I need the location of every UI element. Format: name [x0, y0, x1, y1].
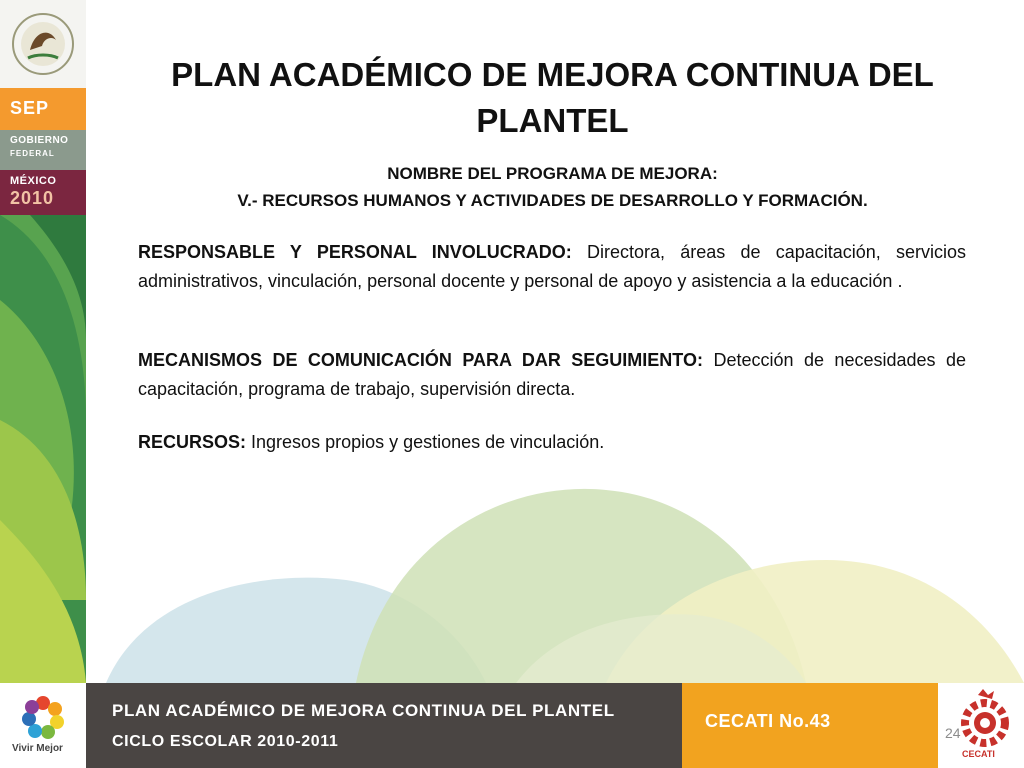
- mexico-seal-icon: [0, 0, 86, 88]
- mexico-label: MÉXICO: [10, 175, 57, 187]
- responsable-label: RESPONSABLE Y PERSONAL INVOLUCRADO:: [138, 242, 572, 262]
- program-subtitle: [140, 160, 965, 214]
- mecanismos-text: Detección de necesidades de capacitación, programa de trabajo, supervisión directa.: [138, 350, 966, 399]
- responsable-text: Directora, áreas de capacitación, servicios administrativos, vinculación, personal docente y personal de apoyo y asistencia a la educación .: [138, 242, 967, 291]
- cecati-logo-label: CECATI: [962, 749, 995, 759]
- page-number: 24: [945, 725, 961, 741]
- footer-school-cycle: CICLO ESCOLAR 2010-2011: [112, 733, 339, 750]
- responsable-paragraph: [138, 238, 966, 296]
- recursos-paragraph: [138, 428, 966, 457]
- sep-label: SEP: [10, 98, 50, 118]
- mecanismos-label: MECANISMOS DE COMUNICACIÓN PARA DAR SEGUIMIENTO:: [138, 350, 703, 370]
- subtitle-line-2: V.- RECURSOS HUMANOS Y ACTIVIDADES DE DESARROLLO Y FORMACIÓN.: [237, 191, 868, 210]
- mecanismos-paragraph: [138, 346, 966, 404]
- cecati-number-label: CECATI No.43: [705, 711, 831, 731]
- footer-bar: [0, 683, 1024, 768]
- sidebar: [0, 0, 86, 683]
- vivir-mejor-flower-icon: [0, 689, 86, 749]
- recursos-text: Ingresos propios y gestiones de vinculación.: [251, 432, 605, 452]
- slide-title: PLAN ACADÉMICO DE MEJORA CONTINUA DEL PLANTEL: [171, 56, 934, 139]
- vivir-mejor-label: Vivir Mejor: [12, 743, 63, 754]
- footer-dark-panel: [86, 683, 682, 768]
- recursos-label: RECURSOS:: [138, 432, 247, 452]
- subtitle-line-1: NOMBRE DEL PROGRAMA DE MEJORA:: [387, 164, 718, 183]
- year-2010-label: 2010: [10, 188, 55, 208]
- vivir-mejor-box: [0, 683, 86, 768]
- mexico-seal-box: [0, 0, 86, 88]
- federal-label: FEDERAL: [10, 149, 55, 158]
- decorative-background: [86, 420, 1024, 683]
- footer-plan-title: PLAN ACADÉMICO DE MEJORA CONTINUA DEL PLANTEL: [112, 701, 615, 720]
- gobierno-label: GOBIERNO: [10, 135, 69, 146]
